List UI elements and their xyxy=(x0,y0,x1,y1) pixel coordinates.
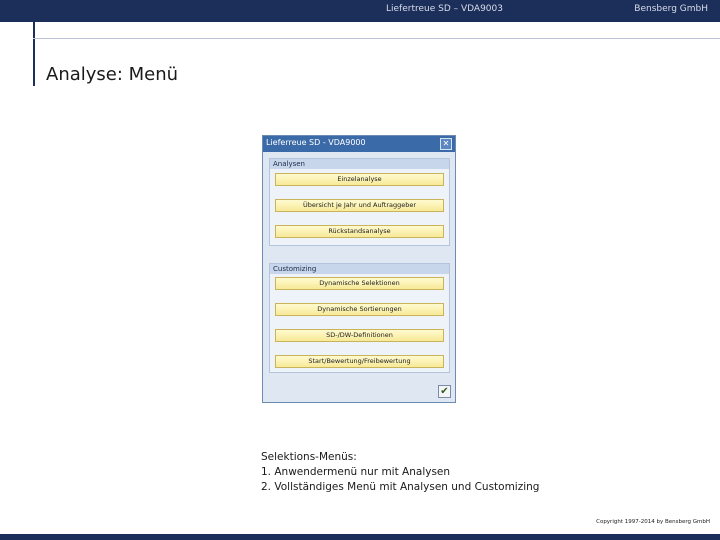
group-header-customizing: Customizing xyxy=(270,264,449,274)
button-uebersicht-jahr-auftraggeber[interactable]: Übersicht je Jahr und Auftraggeber xyxy=(275,199,444,212)
button-dynamische-selektionen[interactable]: Dynamische Selektionen xyxy=(275,277,444,290)
footer-bar xyxy=(0,534,720,540)
dialog-titlebar xyxy=(263,136,455,152)
sap-dialog xyxy=(262,135,456,403)
header-company: Bensberg GmbH xyxy=(634,4,708,14)
dialog-title: Lieferreue SD - VDA9000 xyxy=(266,138,366,147)
description-item: 2. Vollständiges Menü mit Analysen und Customizing xyxy=(261,481,540,493)
description-item: 1. Anwendermenü nur mit Analysen xyxy=(261,466,451,478)
button-dynamische-sortierungen[interactable]: Dynamische Sortierungen xyxy=(275,303,444,316)
button-start-bewertung[interactable]: Start/Bewertung/Freibewertung xyxy=(275,355,444,368)
vertical-divider xyxy=(33,18,35,86)
description-heading: Selektions-Menüs: xyxy=(261,451,357,463)
header-bar xyxy=(0,0,720,22)
slide-title: Analyse: Menü xyxy=(46,64,179,85)
description xyxy=(261,450,539,495)
header-title: Liefertreue SD – VDA9003 xyxy=(386,4,503,14)
confirm-check-icon[interactable]: ✔ xyxy=(438,385,451,398)
button-sd-dw-definitionen[interactable]: SD-/DW-Definitionen xyxy=(275,329,444,342)
horizontal-divider xyxy=(33,38,720,39)
button-rueckstandsanalyse[interactable]: Rückstandsanalyse xyxy=(275,225,444,238)
group-customizing xyxy=(269,263,450,373)
button-einzelanalyse[interactable]: Einzelanalyse xyxy=(275,173,444,186)
group-analysen xyxy=(269,158,450,246)
copyright-text: Copyright 1997-2014 by Bensberg GmbH xyxy=(596,519,710,525)
group-header-analysen: Analysen xyxy=(270,159,449,169)
close-icon[interactable]: ✕ xyxy=(440,138,452,150)
